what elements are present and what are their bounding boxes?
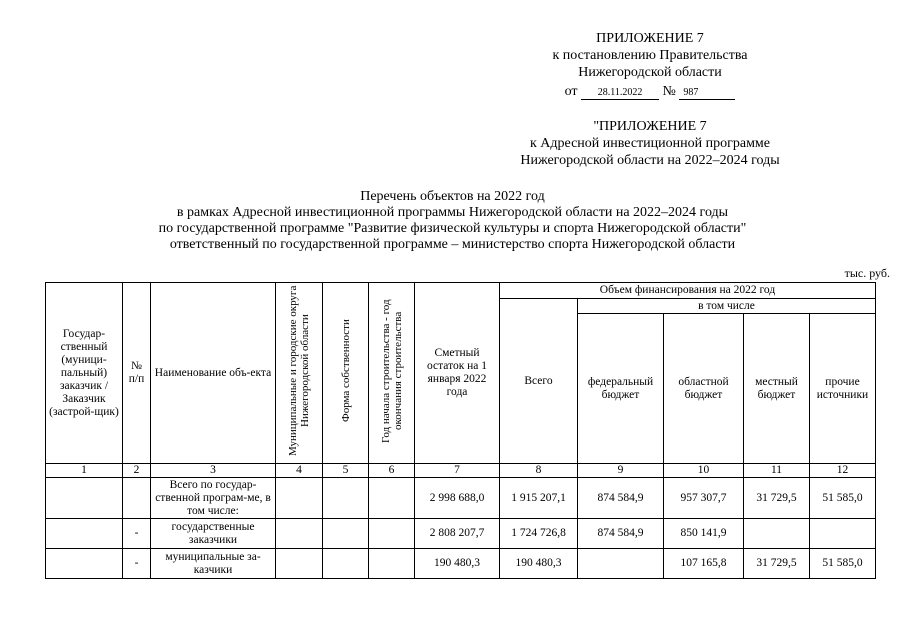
table-row <box>46 478 876 519</box>
cell-other: 51 585,0 <box>810 478 876 519</box>
appendix2-line1: к Адресной инвестиционной программе <box>529 136 771 151</box>
col-number: 11 <box>744 464 810 478</box>
cell-years <box>369 519 415 549</box>
cell-num: - <box>123 519 151 549</box>
cell-total: 190 480,3 <box>500 549 578 579</box>
col-header-funding: Объем финансирования на 2022 год <box>500 283 876 299</box>
col-header-including: в том числе <box>578 299 876 314</box>
appendix2-title: "ПРИЛОЖЕНИЕ 7 <box>593 119 707 134</box>
table-row <box>46 549 876 579</box>
cell-balance: 2 808 207,7 <box>415 519 500 549</box>
col-number: 2 <box>123 464 151 478</box>
cell-total: 1 724 726,8 <box>500 519 578 549</box>
cell-local: 31 729,5 <box>744 478 810 519</box>
appendix-header <box>500 30 800 100</box>
col-number: 4 <box>276 464 323 478</box>
cell-balance: 2 998 688,0 <box>415 478 500 519</box>
cell-name: муниципальные за-казчики <box>151 549 276 579</box>
cell-federal: 874 584,9 <box>578 519 664 549</box>
heading-line4: ответственный по государственной программе – министерство спорта Нижегородской области <box>169 237 736 252</box>
col-header-name: Наименование объ-екта <box>151 283 276 464</box>
table-row <box>46 519 876 549</box>
cell-district <box>276 478 323 519</box>
cell-customer <box>46 519 123 549</box>
date-prefix: от <box>564 84 578 99</box>
cell-other: 51 585,0 <box>810 549 876 579</box>
cell-federal: 874 584,9 <box>578 478 664 519</box>
number-sign: № <box>662 84 676 99</box>
decree-date: 28.11.2022 <box>581 87 659 100</box>
col-number: 3 <box>151 464 276 478</box>
objects-table <box>45 282 876 579</box>
cell-customer <box>46 478 123 519</box>
cell-num: - <box>123 549 151 579</box>
appendix-line1: к постановлению Правительства <box>552 48 748 63</box>
col-header-balance: Сметный остаток на 1 января 2022 года <box>415 283 500 464</box>
cell-name: государственные заказчики <box>151 519 276 549</box>
col-number: 5 <box>323 464 369 478</box>
decree-number: 987 <box>679 87 735 100</box>
cell-ownership <box>323 549 369 579</box>
cell-district <box>276 549 323 579</box>
cell-balance: 190 480,3 <box>415 549 500 579</box>
cell-local: 31 729,5 <box>744 549 810 579</box>
cell-regional: 957 307,7 <box>664 478 744 519</box>
heading-line2: в рамках Адресной инвестиционной программы Нижегородской области на 2022–2024 годы <box>176 205 729 220</box>
units-label: тыс. руб. <box>844 266 890 280</box>
cell-ownership <box>323 519 369 549</box>
appendix-line2: Нижегородской области <box>578 65 722 80</box>
cell-other <box>810 519 876 549</box>
col-number: 6 <box>369 464 415 478</box>
cell-name: Всего по государ-ственной програм-ме, в том числе: <box>151 478 276 519</box>
appendix2-header <box>500 118 800 169</box>
cell-regional: 850 141,9 <box>664 519 744 549</box>
heading-line1: Перечень объектов на 2022 год <box>360 189 545 204</box>
column-numbers-row <box>46 464 876 478</box>
col-header-regional: областной бюджет <box>664 314 744 464</box>
cell-district <box>276 519 323 549</box>
appendix-title: ПРИЛОЖЕНИЕ 7 <box>596 31 704 46</box>
cell-federal <box>578 549 664 579</box>
cell-ownership <box>323 478 369 519</box>
cell-customer <box>46 549 123 579</box>
col-number: 1 <box>46 464 123 478</box>
cell-years <box>369 478 415 519</box>
col-number: 7 <box>415 464 500 478</box>
cell-regional: 107 165,8 <box>664 549 744 579</box>
col-number: 12 <box>810 464 876 478</box>
col-header-local: местный бюджет <box>744 314 810 464</box>
col-header-num: № п/п <box>123 283 151 464</box>
col-number: 8 <box>500 464 578 478</box>
heading-line3: по государственной программе "Развитие физической культуры и спорта Нижегородской области" <box>158 221 747 236</box>
cell-num <box>123 478 151 519</box>
cell-total: 1 915 207,1 <box>500 478 578 519</box>
col-header-customer: Государ-ственный (муници-пальный) заказчик / Заказчик (застрой-щик) <box>46 283 123 464</box>
appendix2-line2: Нижегородской области на 2022–2024 годы <box>520 153 780 168</box>
col-header-other: прочие источники <box>810 314 876 464</box>
col-header-years: Год начала строительства - год окончания строительства <box>369 283 415 464</box>
col-number: 9 <box>578 464 664 478</box>
col-header-district: Муниципальные и городские округа Нижегородской области <box>276 283 323 464</box>
col-header-total: Всего <box>500 299 578 464</box>
col-header-federal: федеральный бюджет <box>578 314 664 464</box>
cell-local <box>744 519 810 549</box>
appendix-date-line <box>500 83 800 100</box>
col-header-ownership: Форма собственности <box>323 283 369 464</box>
cell-years <box>369 549 415 579</box>
document-heading <box>0 189 905 253</box>
col-number: 10 <box>664 464 744 478</box>
